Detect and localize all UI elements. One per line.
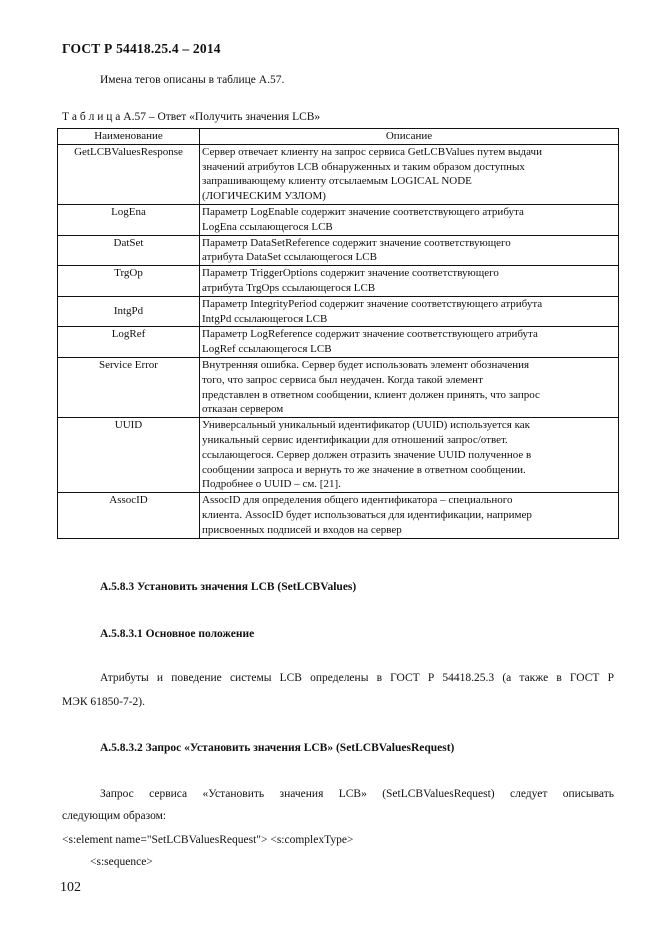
section-heading-a583: А.5.8.3 Установить значения LCB (SetLCBValues) [100, 581, 357, 593]
description-line: Подробнее о UUID – см. [21]. [202, 478, 341, 491]
row-description-cell [200, 235, 619, 266]
paragraph-request-line2: следующим образом: [62, 810, 167, 822]
table-caption-text: А.57 – Ответ «Получить значения LCB» [120, 111, 321, 123]
row-description-cell [200, 204, 619, 235]
table-header-row [58, 129, 619, 145]
table-row [58, 493, 619, 538]
description-line: Параметр LogEnable содержит значение соответствующего атрибута [202, 205, 524, 218]
row-name-cell: AssocID [58, 493, 200, 538]
table-caption [62, 111, 320, 123]
section-heading-a5831: А.5.8.3.1 Основное положение [100, 628, 255, 640]
document-header: ГОСТ Р 54418.25.4 – 2014 [62, 41, 221, 56]
description-line: Параметр TriggerOptions содержит значение соответствующего [202, 267, 499, 280]
description-line: AssocID для определения общего идентификатора – специального [202, 494, 513, 507]
row-description-cell [200, 296, 619, 327]
description-line: Универсальный уникальный идентификатор (UUID) используется как [202, 419, 530, 432]
row-description-cell [200, 266, 619, 297]
table-row [58, 357, 619, 417]
row-description-cell [200, 327, 619, 358]
row-name-cell: UUID [58, 418, 200, 493]
description-line: ссылающегося. Сервер должен отразить значение UUID полученное в [202, 448, 532, 461]
table-row [58, 296, 619, 327]
code-line: <s:element name="SetLCBValuesRequest"> <s:complexType> [62, 834, 354, 846]
row-description-cell [200, 493, 619, 538]
page-number: 102 [60, 880, 81, 895]
description-line: присвоенных подписей и входов на сервер [202, 523, 402, 536]
table-a57 [57, 128, 619, 539]
description-line: запрашивающему клиенту отсылаемым LOGICAL NODE [202, 175, 472, 188]
row-description-cell [200, 418, 619, 493]
description-line: (ЛОГИЧЕСКИМ УЗЛОМ) [202, 190, 326, 203]
row-name-cell: TrgOp [58, 266, 200, 297]
description-line: атрибута TrgOps ссылающегося LCB [202, 281, 376, 294]
code-line: <s:sequence> [90, 856, 153, 868]
table-caption-prefix: Т а б л и ц а [62, 111, 121, 123]
description-line: LogEna ссылающегося LCB [202, 220, 333, 233]
paragraph-request-line1: Запрос сервиса «Установить значения LCB» (SetLCBValuesRequest) следует описывать [100, 788, 614, 800]
row-name-cell: Service Error [58, 357, 200, 417]
description-line: IntgPd ссылающегося LCB [202, 312, 328, 325]
row-name-cell: DatSet [58, 235, 200, 266]
row-name-cell: GetLCBValuesResponse [58, 144, 200, 204]
description-line: Сервер отвечает клиенту на запрос сервиса GetLCBValues путем выдачи [202, 145, 542, 158]
table-row [58, 266, 619, 297]
paragraph-attributes-line1: Атрибуты и поведение системы LCB определены в ГОСТ Р 54418.25.3 (а также в ГОСТ Р [100, 672, 614, 684]
section-heading-a5832: А.5.8.3.2 Запрос «Установить значения LCB» (SetLCBValuesRequest) [100, 742, 455, 754]
description-line: Внутренняя ошибка. Сервер будет использовать элемент обозначения [202, 358, 530, 371]
description-line: атрибута DataSet ссылающегося LCB [202, 251, 377, 264]
description-line: Параметр IntegrityPeriod содержит значение соответствующего атрибута [202, 297, 543, 310]
column-header-name: Наименование [58, 129, 200, 145]
description-line: значений атрибутов LCB обнаруженных и таким образом доступных [202, 160, 525, 173]
description-line: уникальный сервис идентификации для отношений запрос/ответ. [202, 433, 508, 446]
table-row [58, 204, 619, 235]
description-line: отказан сервером [202, 403, 284, 416]
paragraph-attributes-line2: МЭК 61850-7-2). [62, 696, 145, 708]
table-row [58, 235, 619, 266]
row-description-cell [200, 357, 619, 417]
description-line: того, что запрос сервиса был неудачен. Когда такой элемент [202, 373, 483, 386]
table-row [58, 418, 619, 493]
description-line: Параметр DataSetReference содержит значение соответствующего [202, 236, 511, 249]
row-description-cell [200, 144, 619, 204]
description-line: клиента. AssocID будет использоваться для идентификации, например [202, 508, 532, 521]
table-row [58, 144, 619, 204]
description-line: LogRef ссылающегося LCB [202, 343, 332, 356]
column-header-description: Описание [200, 129, 619, 145]
description-line: Параметр LogReference содержит значение соответствующего атрибута [202, 328, 538, 341]
row-name-cell: LogEna [58, 204, 200, 235]
intro-text: Имена тегов описаны в таблице А.57. [100, 74, 285, 86]
row-name-cell: LogRef [58, 327, 200, 358]
description-line: представлен в ответном сообщении, клиент должен принять, что запрос [202, 388, 540, 401]
row-name-cell: IntgPd [58, 296, 200, 327]
description-line: сообщении запроса и вернуть то же значение в ответном сообщении. [202, 463, 526, 476]
table-row [58, 327, 619, 358]
